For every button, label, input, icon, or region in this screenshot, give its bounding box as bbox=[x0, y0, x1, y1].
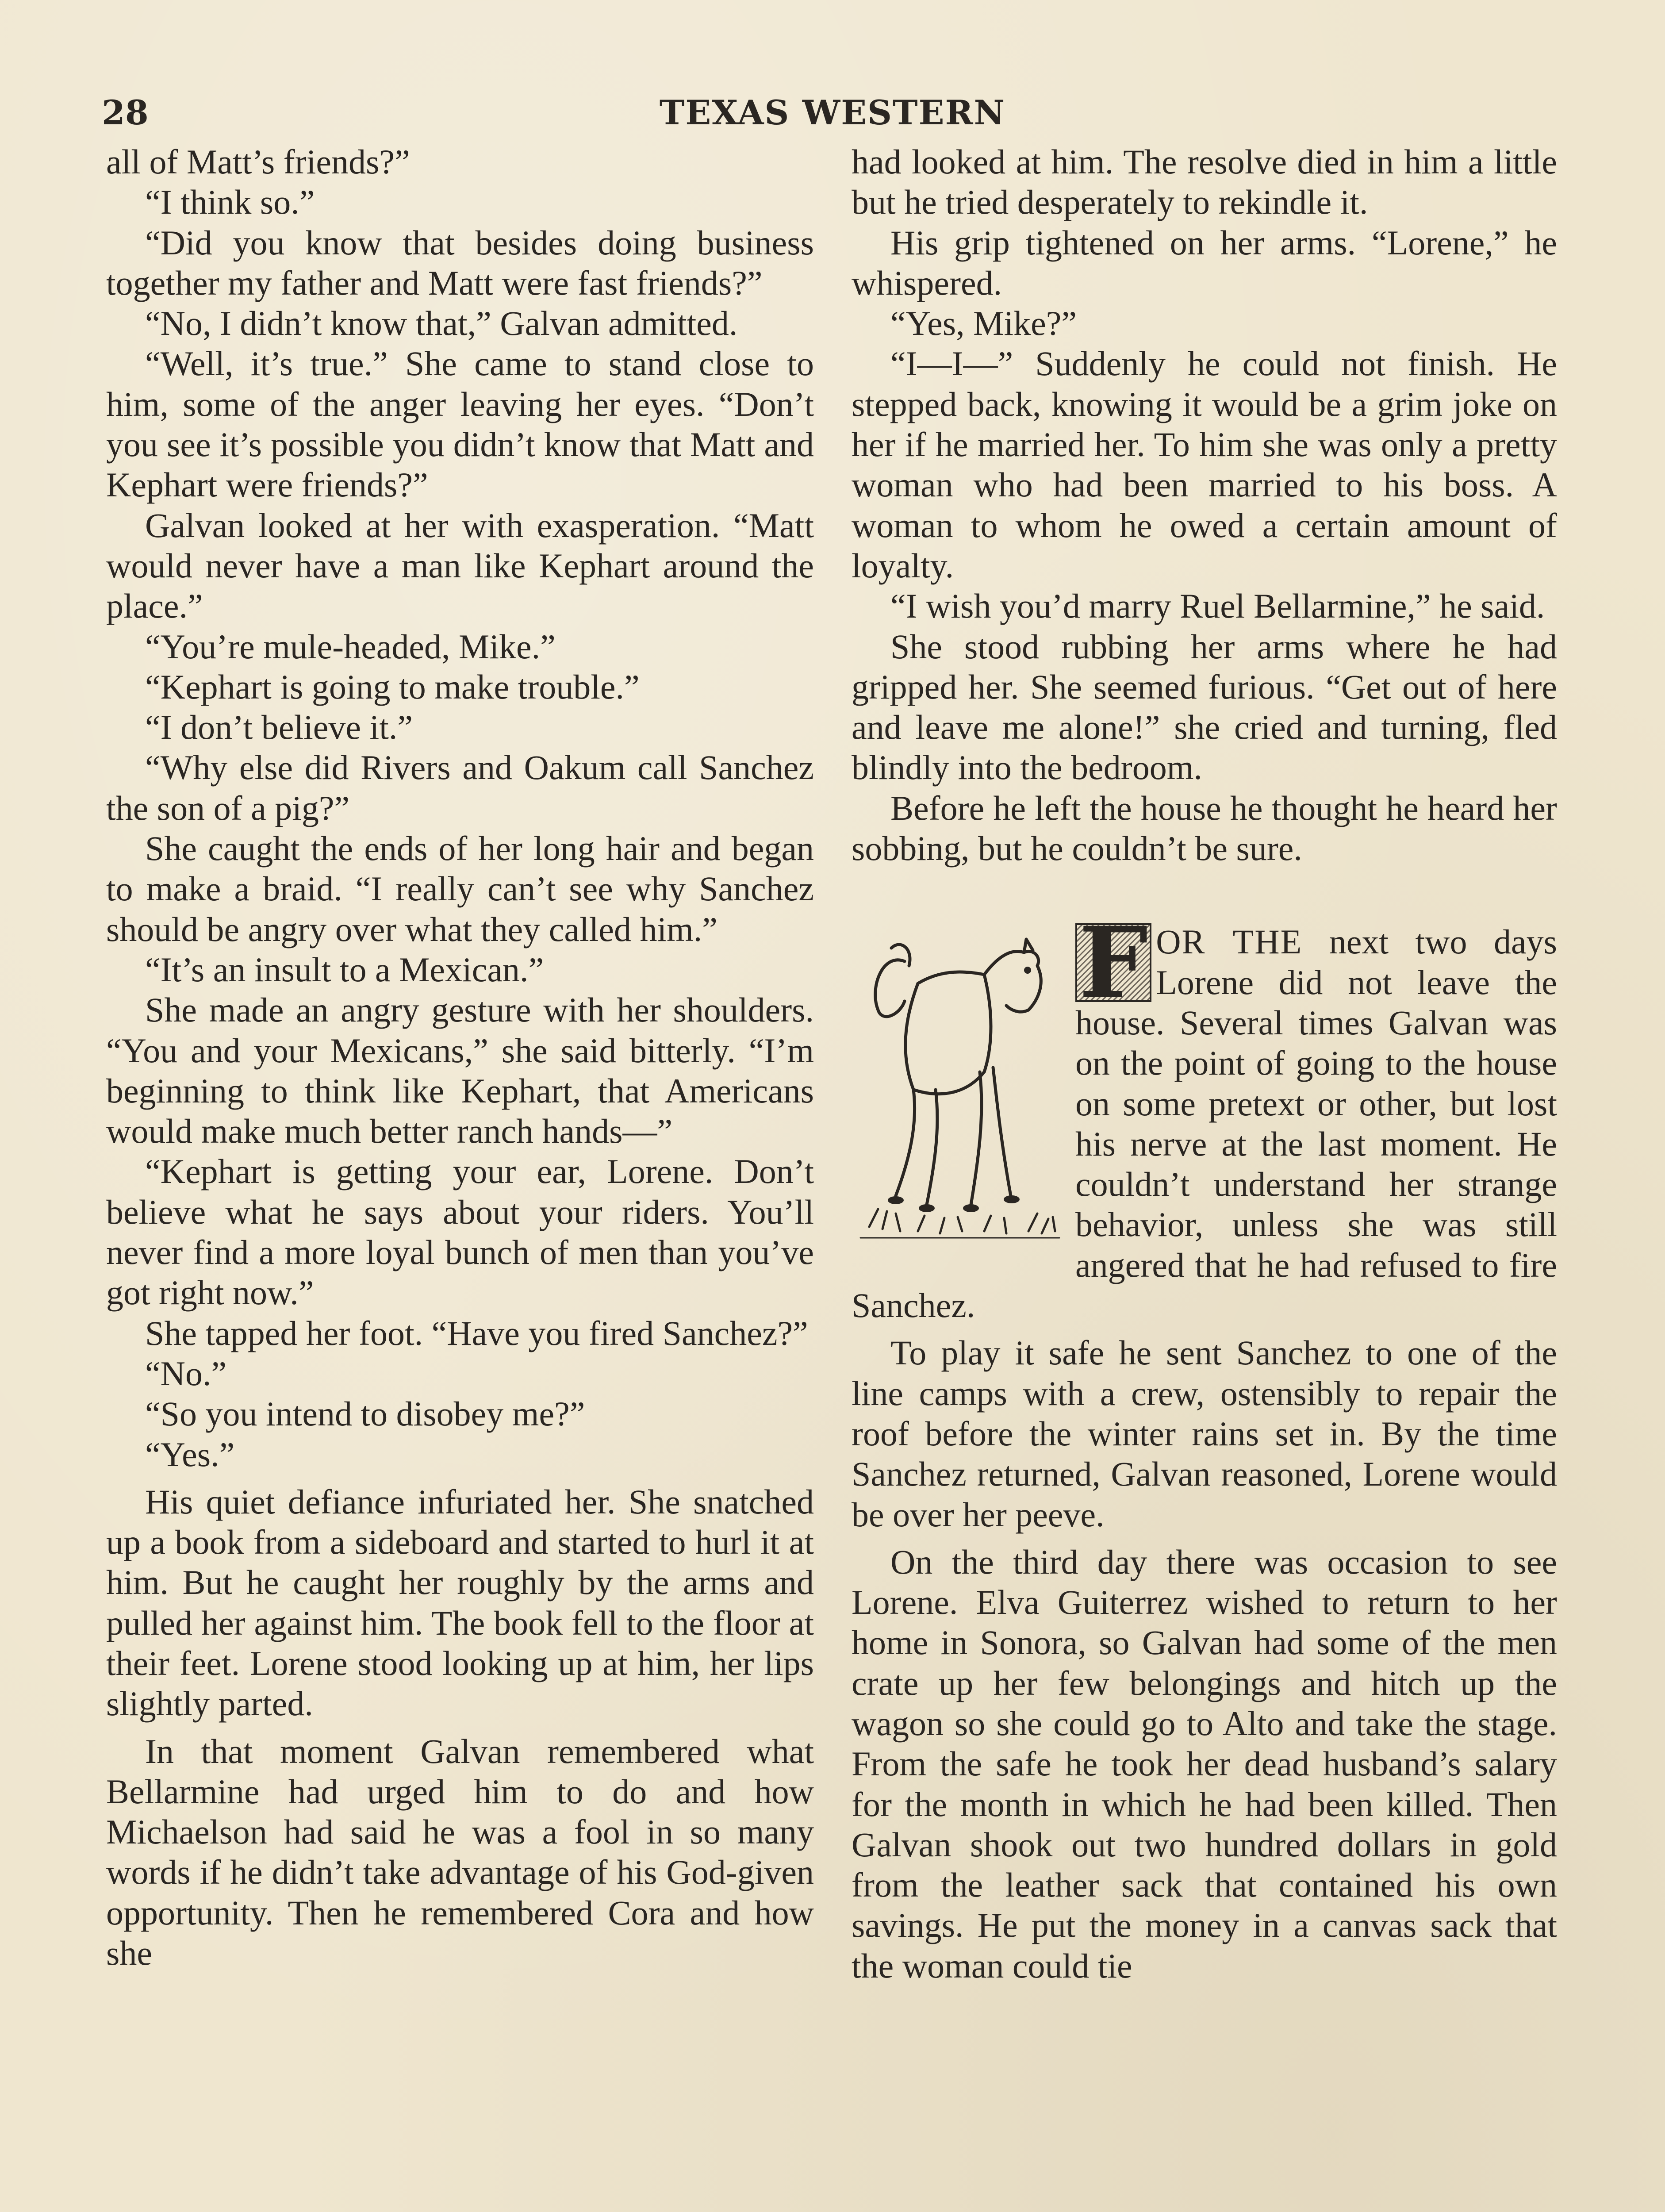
paragraph: “I don’t believe it.” bbox=[145, 708, 413, 747]
paragraph: She tapped her foot. “Have you fired Sanchez?” bbox=[145, 1313, 808, 1352]
paragraph: all of Matt’s friends?” bbox=[106, 142, 410, 181]
paragraph: She made an angry gesture with her shoulders. “You and your Mexicans,” she said bitterly. “I’m beginning to think like Kephart, that Americans would make much better ranch hands—” bbox=[106, 991, 814, 1151]
paragraph: Galvan looked at her with exasperation. “Matt would never have a man like Kephart around the place.” bbox=[106, 506, 814, 626]
paragraph: His quiet defiance infuriated her. She snatched up a book from a sideboard and started to hurl it at him. But he caught her roughly by the arms and pulled her against him. The book fell to the floor at their feet. Lorene stood looking up at him, her lips slightly parted. bbox=[106, 1482, 814, 1723]
page-header bbox=[102, 88, 1563, 137]
paragraph: “It’s an insult to a Mexican.” bbox=[145, 950, 544, 989]
paragraph: She stood rubbing her arms where he had gripped her. She seemed furious. “Get out of here and leave me alone!” she cried and turning, fled blindly into the bedroom. bbox=[852, 627, 1557, 787]
paragraph: “No, I didn’t know that,” Galvan admitted. bbox=[145, 304, 738, 343]
paragraph: To play it safe he sent Sanchez to one of the line camps with a crew, ostensibly to repair the roof before the winter rains set in. By the time Sanchez returned, Galvan reasoned, Lorene would be over her peeve. bbox=[852, 1333, 1557, 1534]
paragraph: “I think so.” bbox=[145, 183, 315, 222]
paragraph: “Well, it’s true.” She came to stand close to him, some of the anger leaving her eyes. “Don’t you see it’s possible you didn’t know that Matt and Kephart were friends?” bbox=[106, 344, 814, 504]
paragraph: “No.” bbox=[145, 1354, 227, 1393]
paragraph: His grip tightened on her arms. “Lorene,” he whispered. bbox=[852, 223, 1557, 302]
right-column bbox=[852, 142, 1557, 1986]
colt-sketch-icon bbox=[852, 922, 1064, 1249]
drop-cap: F bbox=[1075, 923, 1151, 1002]
paragraph: “Kephart is getting your ear, Lorene. Don’t believe what he says about your riders. You’ll never find a more loyal bunch of men than you’ve got right now.” bbox=[106, 1152, 814, 1312]
page-number: 28 bbox=[102, 93, 149, 132]
paragraph: “Kephart is going to make trouble.” bbox=[145, 667, 640, 706]
running-head: TEXAS WESTERN bbox=[659, 93, 1006, 132]
opening-text: next two days Lorene did not leave the house. Several times Galvan was on the point of going to the house on some pretext or other, but lost his nerve at the last moment. He couldn’t understand her strange behavior, unless she was still angered that he had refused to fire Sanchez. bbox=[852, 922, 1557, 1325]
paragraph: Before he left the house he thought he heard her sobbing, but he couldn’t be sure. bbox=[852, 788, 1557, 868]
left-column bbox=[106, 142, 814, 1973]
paragraph: “I wish you’d marry Ruel Bellarmine,” he said. bbox=[890, 587, 1545, 626]
paragraph: “Did you know that besides doing business together my father and Matt were fast friends?” bbox=[106, 223, 814, 302]
paragraph: “Yes.” bbox=[145, 1435, 235, 1474]
lead-in: OR THE bbox=[1156, 922, 1303, 961]
paragraph: “So you intend to disobey me?” bbox=[145, 1394, 585, 1433]
paragraph: In that moment Galvan remembered what Bellarmine had urged him to do and how Michaelson had said he was a fool in so many words if he didn’t take advantage of his God-given opportunity. Then he remembered Cora and how she bbox=[106, 1732, 814, 1973]
paragraph: She caught the ends of her long hair and began to make a braid. “I really can’t see why Sanchez should be angry over what they called him.” bbox=[106, 829, 814, 949]
paragraph: “I—I—” Suddenly he could not finish. He stepped back, knowing it would be a grim joke on her if he married her. To him she was only a pretty woman who had been married to his boss. A woman to whom he owed a certain amount of loyalty. bbox=[852, 344, 1557, 585]
paragraph: “Yes, Mike?” bbox=[890, 304, 1077, 343]
paragraph: “You’re mule-headed, Mike.” bbox=[145, 627, 556, 666]
paragraph: had looked at him. The resolve died in him a little but he tried desperately to rekindle it. bbox=[852, 142, 1557, 222]
paragraph: On the third day there was occasion to see Lorene. Elva Guiterrez wished to return to her home in Sonora, so Galvan had some of the men crate up her few belongings and hitch up the wagon so she could go to Alto and take the stage. From the safe he took her dead husband’s salary for the month in which he had been killed. Then Galvan shook out two hundred dollars in gold from the leather sack that contained his own savings. He put the money in a canvas sack that the woman could tie bbox=[852, 1542, 1557, 1985]
paragraph: “Why else did Rivers and Oakum call Sanchez the son of a pig?” bbox=[106, 748, 814, 827]
